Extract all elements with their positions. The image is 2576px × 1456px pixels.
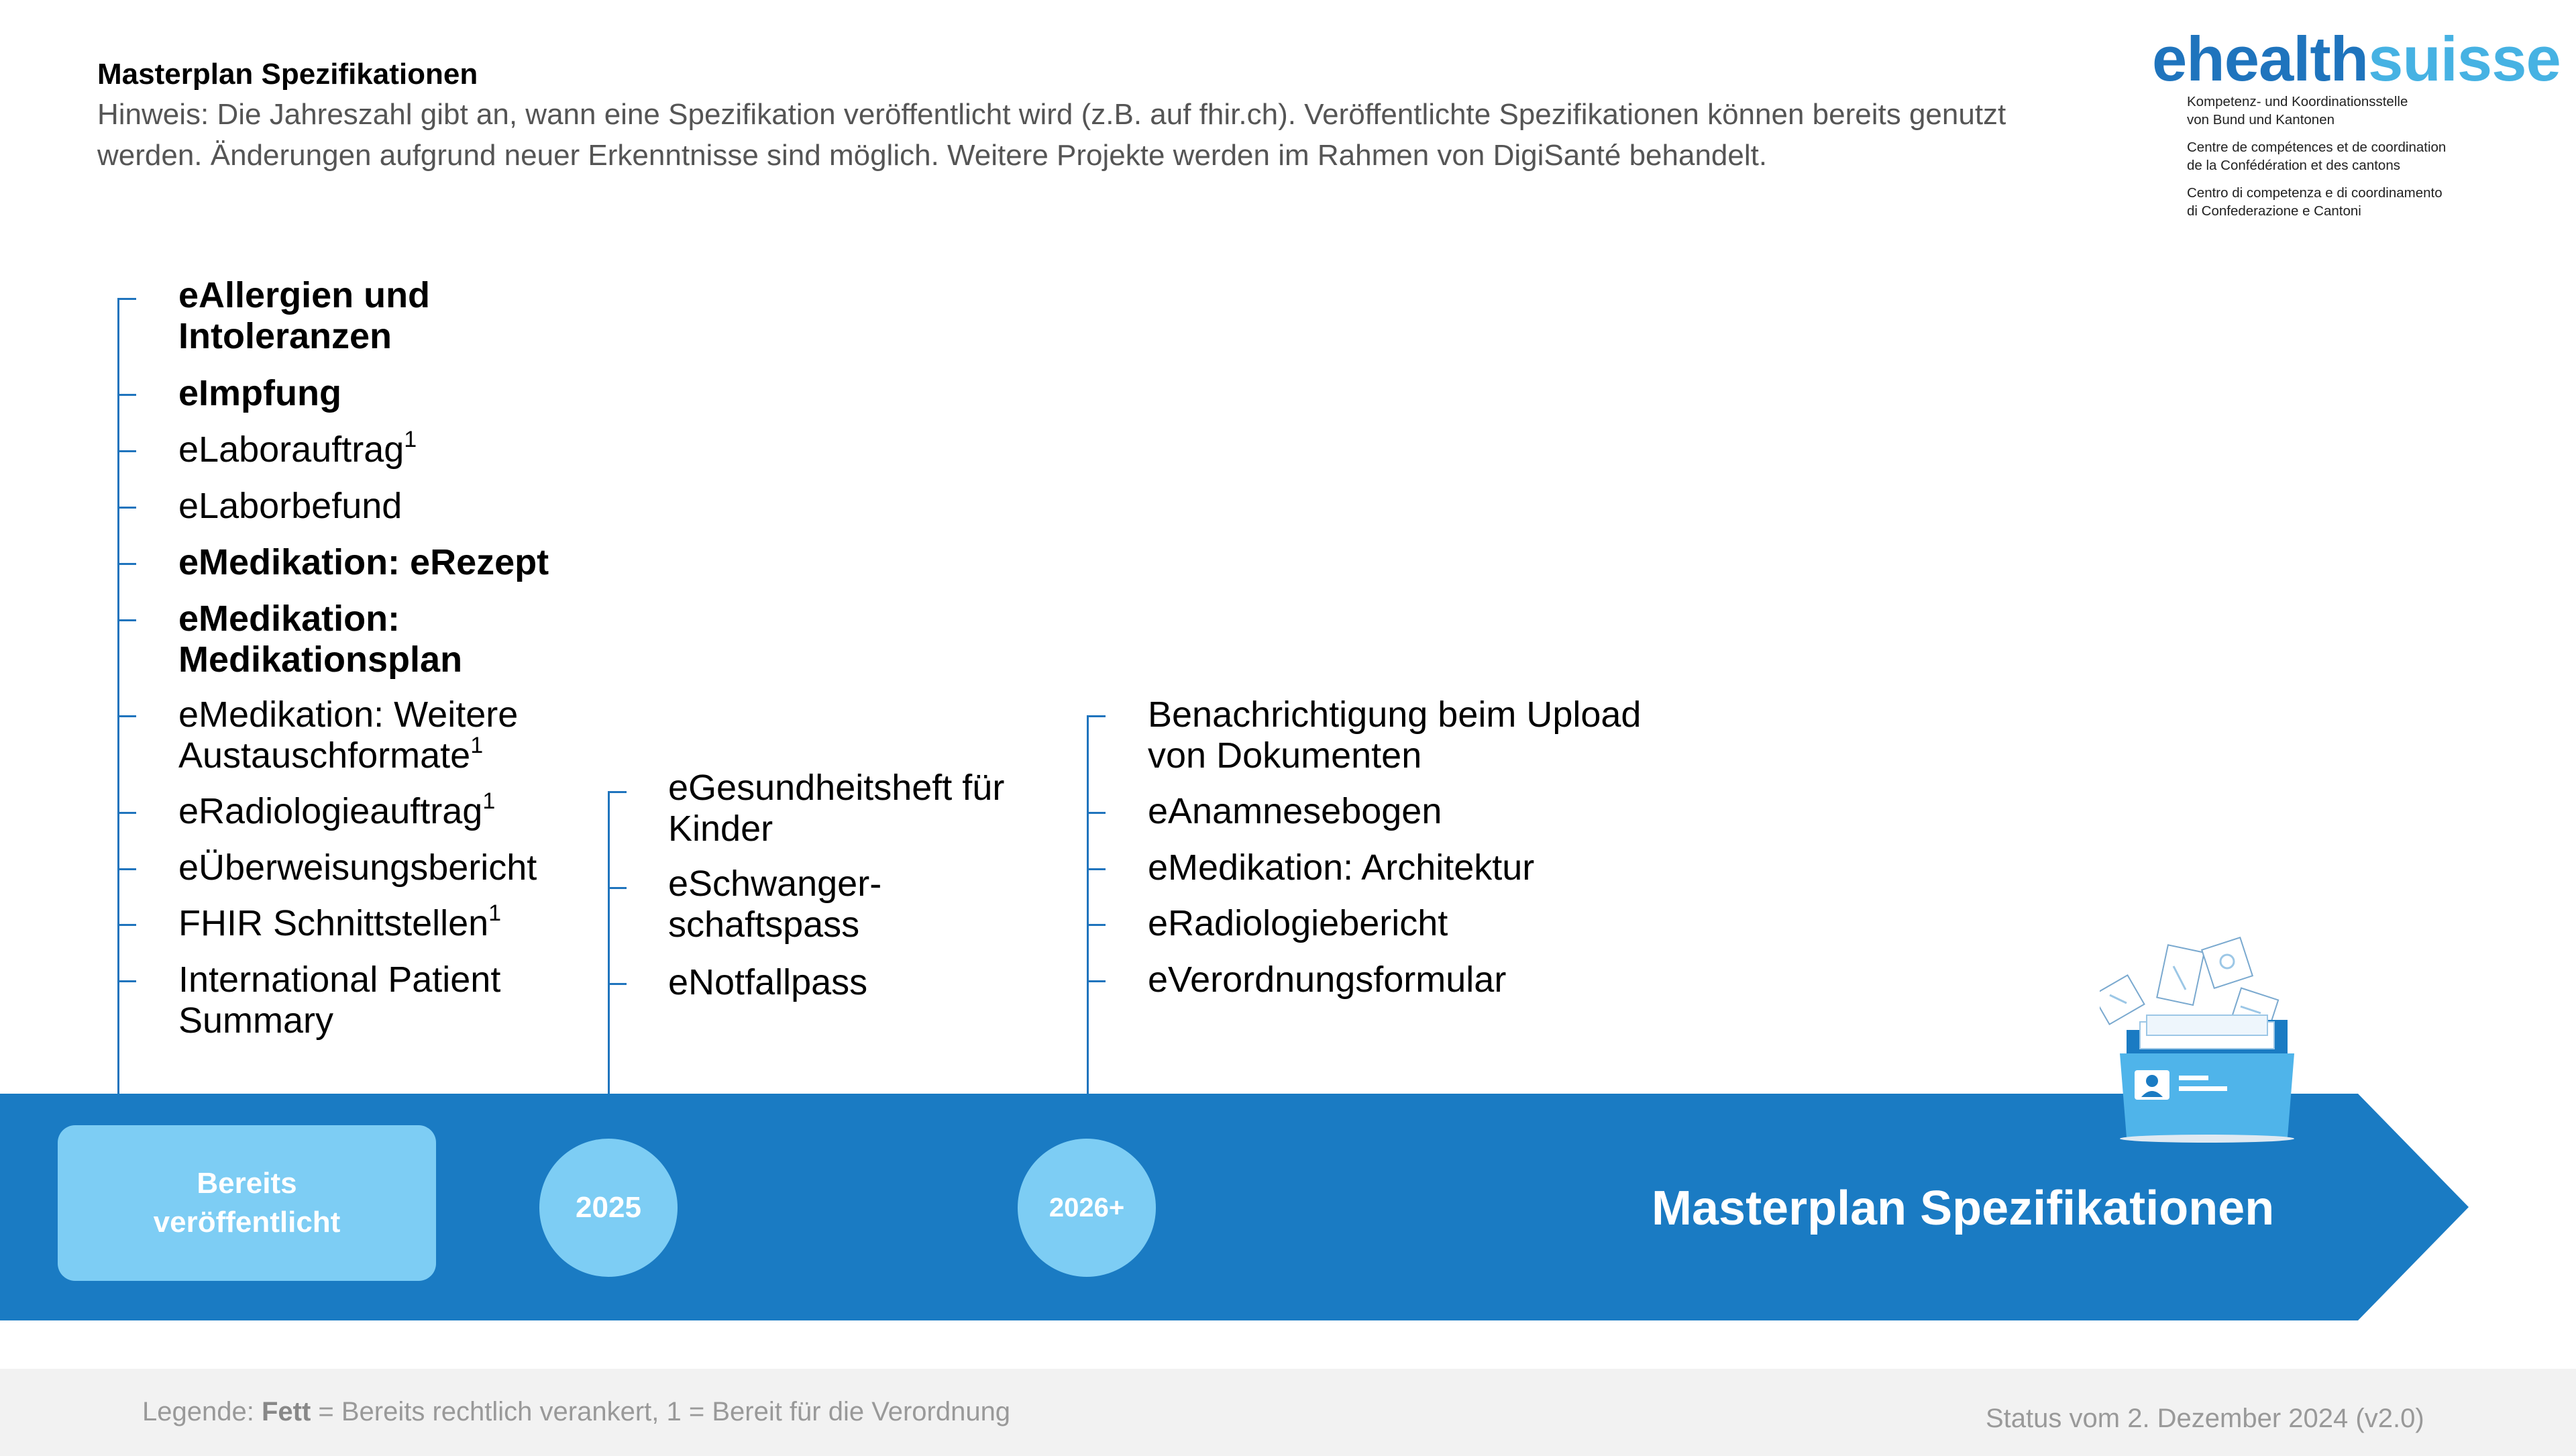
list-item: eSchwanger- schaftspass xyxy=(668,864,882,945)
timeline-tick xyxy=(1087,980,1106,982)
list-item: eAllergien und Intoleranzen xyxy=(178,275,431,356)
list-item: Benachrichtigung beim Upload von Dokumenten xyxy=(1148,694,1642,776)
timeline-tick xyxy=(1087,868,1106,870)
timeline-tick xyxy=(1087,924,1106,926)
logo-tagline-it: Centro di competenza e di coordinamento di Confederazione e Cantoni xyxy=(2187,185,2443,219)
list-item: eMedikation: Weitere Austauschformate$^1$ xyxy=(178,694,519,776)
timeline-tick xyxy=(117,812,136,814)
timeline-tick xyxy=(117,924,136,926)
logo-tagline-fr: Centre de compétences et de coordination de la Confédération et des cantons xyxy=(2187,140,2447,173)
list-item: eRadiologieauftrag$^1$ xyxy=(178,788,496,831)
list-item: International Patient Summary xyxy=(178,959,501,1041)
status-text: Status vom 2. Dezember 2024 (v2.0) xyxy=(1986,1404,2424,1433)
timeline-tick xyxy=(608,983,627,985)
timeline-line xyxy=(117,299,119,1097)
milestone-published: Bereits veröffentlicht xyxy=(58,1125,436,1281)
timeline-tick xyxy=(117,394,136,396)
list-item: eLaborbefund xyxy=(178,486,402,526)
list-item: eAnamnesebogen xyxy=(1148,791,1442,831)
ehealthsuisse-logo xyxy=(2152,23,2561,220)
timeline-tick xyxy=(117,868,136,870)
timeline-tick xyxy=(1087,715,1106,717)
list-item: FHIR Schnittstellen$^1$ xyxy=(178,900,502,943)
timeline-tick xyxy=(608,887,627,889)
timeline-tick xyxy=(117,507,136,509)
document-folder-icon xyxy=(2100,936,2308,1144)
list-item: eMedikation: eRezept xyxy=(178,542,549,582)
timeline-tick xyxy=(117,298,136,300)
timeline-tick xyxy=(117,980,136,982)
list-item: eVerordnungsformular xyxy=(1148,959,1507,1000)
band-title: Masterplan Spezifikationen xyxy=(1652,1182,2275,1235)
timeline-line xyxy=(1087,715,1089,1097)
header-note: Hinweis: Die Jahreszahl gibt an, wann eine Spezifikation veröffentlicht wird (z.B. auf fhir.ch). Veröffentlichte Spezifikationen können bereits genutzt werden. Änderungen aufgrund neuer Erkenntnisse sind möglich. Weitere Projekte werden im Rahmen von DigiSanté behandelt. xyxy=(97,98,2006,172)
list-item: eRadiologiebericht xyxy=(1148,903,1448,943)
logo-tagline-de: Kompetenz- und Koordinationsstelle von Bund und Kantonen xyxy=(2187,94,2408,127)
list-item: eLaborauftrag$^1$ xyxy=(178,427,417,470)
list-item: eImpfung xyxy=(178,373,341,413)
logo-wordmark: ehealthsuisse xyxy=(2152,23,2561,94)
list-item: eÜberweisungsbericht xyxy=(178,847,537,888)
list-item: eMedikation: Architektur xyxy=(1148,847,1535,888)
timeline-tick xyxy=(117,563,136,565)
page-title: Masterplan Spezifikationen xyxy=(97,58,478,91)
timeline-tick xyxy=(117,450,136,452)
milestone-2026: 2026+ xyxy=(1018,1139,1156,1277)
timeline-tick xyxy=(1087,812,1106,814)
timeline-tick xyxy=(608,791,627,793)
list-item: eMedikation: Medikationsplan xyxy=(178,599,463,680)
timeline-line xyxy=(608,792,610,1097)
timeline-tick xyxy=(117,619,136,621)
list-item: eGesundheitsheft für Kinder xyxy=(668,768,1005,849)
timeline-tick xyxy=(117,715,136,717)
milestone-2025: 2025 xyxy=(539,1139,678,1277)
list-item: eNotfallpass xyxy=(668,962,868,1002)
legend-text: Legende: Fett = Bereits rechtlich verankert, 1 = Bereit für die Verordnung xyxy=(142,1397,1011,1426)
